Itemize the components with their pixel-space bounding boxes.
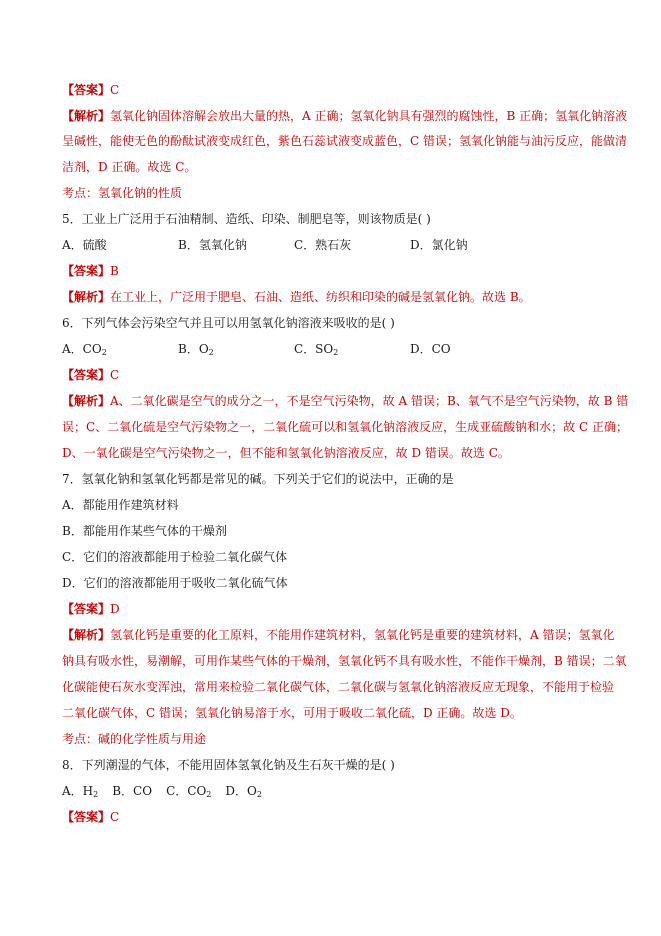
- answer-value: C: [110, 83, 120, 97]
- analysis-line: [62, 289, 610, 306]
- analysis-tag: 【解析】: [62, 628, 111, 642]
- option-c: C．$SO_2$: [294, 342, 339, 357]
- analysis-text: 在工业上，广泛用于肥皂、石油、造纸、纺织和印染的碱是氢氧化钠。故选 B。: [110, 290, 531, 304]
- answer-line: [62, 82, 610, 99]
- analysis-line: [62, 393, 629, 410]
- analysis-line: 误；C、二氧化硫是空气污染物之一，二氧化硫可以和氢氧化钠溶液反应，生成亚硫酸钠和水；故 C 正确；: [62, 420, 628, 434]
- analysis-line: 化碳能使石灰水变浑浊，常用来检验二氧化碳气体，二氧化碳与氢氧化钠溶液反应无现象，不能用于检验: [62, 680, 615, 694]
- analysis-line: 呈碱性，能使无色的酚酞试液变成红色，紫色石蕊试液变成蓝色，C 错误；氢氧化钠能与油污反应，能做清: [62, 134, 628, 148]
- answer-line: [62, 809, 610, 826]
- option-c: C．熟石灰: [294, 238, 352, 252]
- answer-value: B: [110, 264, 119, 278]
- option-a: A．都能用作建筑材料: [62, 498, 179, 512]
- option-b: B．氢氧化钠: [178, 238, 247, 252]
- option-b: B．CO: [112, 784, 153, 798]
- answer-value: C: [110, 810, 120, 824]
- options-row: [62, 237, 610, 254]
- analysis-line: 钠具有吸水性，易潮解，可用作某些气体的干燥剂，氢氧化钙不具有吸水性，不能作干燥剂，B 错误；二氧: [62, 654, 627, 668]
- option-c: C．$CO_2$: [166, 784, 212, 799]
- analysis-line: [62, 108, 628, 125]
- analysis-line: [62, 627, 615, 644]
- analysis-text: 氢氧化钙是重要的化工原料，不能用作建筑材料，氢氧化钙是重要的建筑材料，A 错误；氢氧化: [110, 628, 615, 642]
- answer-tag: 【答案】: [62, 810, 111, 824]
- analysis-text: 氢氧化钠固体溶解会放出大量的热，A 正确；氢氧化钠具有强烈的腐蚀性，B 正确；氢氧化钠溶液: [110, 109, 628, 123]
- analysis-tag: 【解析】: [62, 290, 111, 304]
- answer-value: D: [110, 602, 120, 616]
- analysis-tag: 【解析】: [62, 394, 111, 408]
- option-d: D．氯化钠: [410, 238, 468, 252]
- answer-line: [62, 601, 610, 618]
- analysis-line: 二氧化碳气体，C 错误；氢氧化钠易溶于水，可用于吸收二氧化硫，D 正确。故选 D。: [62, 706, 522, 720]
- answer-line: [62, 367, 610, 384]
- question-stem: 5．工业上广泛用于石油精制、造纸、印染、制肥皂等，则该物质是( ): [62, 212, 431, 226]
- option-d: D．CO: [410, 342, 451, 356]
- option-b: B．都能用作某些气体的干燥剂: [62, 524, 227, 538]
- option-a: A．硫酸: [62, 238, 107, 252]
- question-stem: 6．下列气体会污染空气并且可以用氢氧化钠溶液来吸收的是( ): [62, 316, 395, 330]
- analysis-tag: 【解析】: [62, 109, 111, 123]
- option-c: C．它们的溶液都能用于检验二氧化碳气体: [62, 550, 288, 564]
- option-d: D．它们的溶液都能用于吸收二氧化硫气体: [62, 576, 288, 590]
- options-row: [62, 341, 610, 358]
- keypoint: 考点：碱的化学性质与用途: [62, 732, 207, 746]
- option-d: D．$O_2$: [225, 784, 262, 799]
- question-stem: 7．氢氧化钠和氢氧化钙都是常见的碱。下列关于它们的说法中，正确的是: [62, 472, 454, 486]
- analysis-line: D、一氧化碳是空气污染物之一，但不能和氢氧化钠溶液反应，故 D 错误。故选 C。: [62, 446, 510, 460]
- answer-tag: 【答案】: [62, 368, 111, 382]
- document-page: [62, 82, 629, 826]
- options-row: [62, 783, 610, 800]
- keypoint: 考点：氢氧化钠的性质: [62, 186, 183, 200]
- analysis-line: 洁剂，D 正确。故选 C。: [62, 160, 197, 174]
- option-a: A．$CO_2$: [62, 342, 107, 357]
- option-a: A．$H_2$: [62, 784, 99, 799]
- answer-tag: 【答案】: [62, 83, 111, 97]
- answer-tag: 【答案】: [62, 264, 111, 278]
- answer-tag: 【答案】: [62, 602, 111, 616]
- answer-line: [62, 263, 610, 280]
- question-stem: 8．下列潮湿的气体，不能用固体氢氧化钠及生石灰干燥的是( ): [62, 758, 395, 772]
- answer-value: C: [110, 368, 120, 382]
- analysis-text: A、二氧化碳是空气的成分之一，不是空气污染物，故 A 错误；B、氧气不是空气污染物，故 B 错: [110, 394, 629, 408]
- option-b: B．$O_2$: [178, 342, 214, 357]
